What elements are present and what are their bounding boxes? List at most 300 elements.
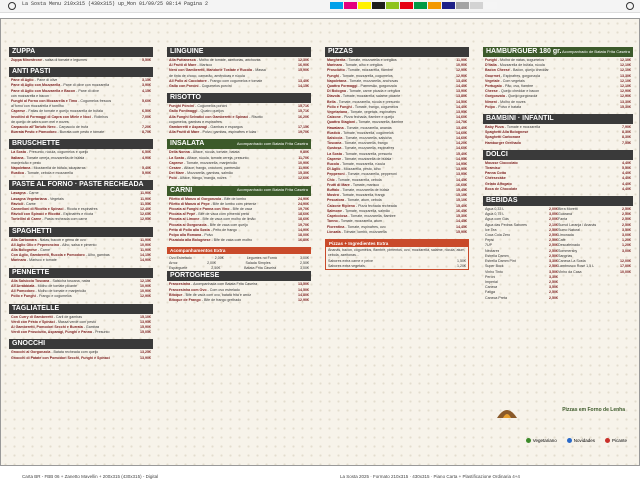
item-description: - Tomate, mozzarella, frango bbox=[338, 193, 386, 198]
drink-price: 2,50€ bbox=[622, 212, 631, 217]
item-description: - Tomate, mozzarella, salmão bbox=[341, 208, 390, 213]
item-title: Gelato Affogato bbox=[485, 181, 512, 186]
side-price: 2,00€ bbox=[214, 256, 224, 261]
item-description: - Tomate, mozzarella, salsicha bbox=[342, 136, 392, 141]
item-title: Pane di Aglio bbox=[11, 78, 34, 83]
item-title: Ai Frutti di Mare bbox=[169, 63, 197, 68]
item-price: 5,40€ bbox=[142, 166, 151, 171]
section-title: PIZZAS bbox=[328, 48, 353, 55]
item-list bbox=[9, 149, 153, 177]
item-description: - Polvo bbox=[201, 233, 214, 238]
item-description: - Tomate, mozzarella, presunto bbox=[341, 151, 393, 156]
drink-price: 2,50€ bbox=[549, 243, 558, 248]
item-price: 5,90€ bbox=[142, 171, 151, 176]
item-price: 19,70€ bbox=[298, 222, 309, 227]
item-description: - Bife de vaca com queijo bbox=[206, 222, 248, 227]
item-description: - Burrata com pesto e tomate bbox=[56, 130, 105, 135]
item-price: 15,71€ bbox=[298, 109, 309, 114]
item-price: 13,30€ bbox=[620, 99, 631, 104]
item-title: Piccata ai Funghi e Panna con Vino bbox=[169, 207, 230, 212]
drink-price: 2,50€ bbox=[622, 217, 631, 222]
item-price: 9,80€ bbox=[300, 150, 309, 155]
item-list bbox=[483, 124, 633, 147]
item-description: - Tomate, vegetais, espinafres bbox=[347, 110, 397, 115]
legend-spicy bbox=[605, 438, 627, 443]
item-title: Spaghetti Alla Bolognese bbox=[485, 130, 529, 135]
item-title: Baby Pizza bbox=[485, 125, 504, 130]
item-description: - Tomate, mozzarella, fiambre bbox=[347, 214, 396, 219]
item-title: Polo bbox=[169, 176, 177, 181]
section-title: GNOCCHI bbox=[12, 340, 46, 348]
drink-name: Imperial bbox=[485, 279, 498, 284]
item-title: Bitoque de Frango bbox=[169, 298, 201, 303]
item-description: - Tomate, mozzarella e orégãos bbox=[345, 58, 397, 62]
item-title: Italiana bbox=[11, 155, 24, 160]
item-description: manjericão e pesto bbox=[11, 160, 42, 165]
item-title: Pollo e Funghi bbox=[327, 104, 352, 109]
item-title: Buffalo bbox=[327, 188, 340, 193]
item-price: 19,70€ bbox=[298, 130, 309, 135]
item-price: 3,90€ bbox=[142, 83, 151, 88]
drink-price: 3,00€ bbox=[622, 233, 631, 238]
item-description: de tinta de choco, camarão, amêndoas e rúcula bbox=[169, 73, 245, 78]
item-price: 13,40€ bbox=[456, 125, 467, 130]
drink-price: 2,50€ bbox=[549, 238, 558, 243]
section-header bbox=[167, 93, 311, 103]
item-description: - Tomate, mozzarella, pepperoni bbox=[344, 172, 397, 177]
drink-price: 2,00€ bbox=[549, 217, 558, 222]
drink-name: Água com Gás bbox=[485, 217, 509, 222]
item-list bbox=[167, 57, 311, 90]
drink-price: 3,30€ bbox=[549, 259, 558, 264]
item-price: 8,30€ bbox=[622, 135, 631, 140]
section-header bbox=[9, 268, 153, 278]
menu-item bbox=[11, 330, 151, 335]
item-description: - salsa di tomate e legumes bbox=[41, 58, 87, 62]
menu-section bbox=[325, 47, 469, 236]
item-title: Gamberetti e Asparagi bbox=[169, 125, 208, 130]
item-price: 12,10€ bbox=[620, 78, 631, 83]
item-title: Piccata ai Gorgonzola bbox=[169, 222, 207, 227]
item-title: Dei Mare bbox=[169, 171, 184, 176]
item-description: - Bacon, queijo cheddar bbox=[509, 68, 549, 73]
item-title: Nero con Gamberetti, Mandorle Tostate e Rucola bbox=[169, 68, 253, 73]
item-title: Alla Bolognese bbox=[11, 248, 37, 253]
drink-name: Sumo Natural bbox=[558, 227, 580, 232]
item-description: - Cogumelos porcini bbox=[194, 104, 228, 109]
item-name bbox=[11, 356, 110, 361]
item-title: Vegetale bbox=[485, 78, 500, 83]
item-description: - Bife de lombo bbox=[221, 196, 247, 201]
item-price: 14,60€ bbox=[456, 136, 467, 141]
drink-price: 2,50€ bbox=[549, 290, 558, 295]
section-header bbox=[483, 150, 633, 160]
item-description: - Acompanhada com Batata Frita Caseira bbox=[190, 282, 258, 287]
item-title: Nimeni bbox=[485, 99, 497, 104]
item-title: Bella bbox=[327, 99, 336, 104]
item-description: al forno con mozzarella e tomilho bbox=[11, 104, 64, 109]
item-price: 12,90€ bbox=[140, 294, 151, 299]
section-header bbox=[325, 47, 469, 57]
item-title: Panna Cotta bbox=[485, 171, 506, 176]
item-price: 13,25€ bbox=[140, 350, 151, 355]
item-description: - Pasta recheada com carne bbox=[41, 217, 88, 222]
side-name: Arroz bbox=[169, 261, 178, 266]
item-price: 14,20€ bbox=[456, 141, 467, 146]
drink-name: Sangrias bbox=[558, 253, 573, 258]
item-price: 4,40€ bbox=[622, 176, 631, 181]
color-swatch bbox=[442, 2, 455, 9]
section-header bbox=[9, 139, 153, 149]
item-title: Pizzaiola alla Bolognese bbox=[169, 238, 211, 243]
item-title: All Pomodoro bbox=[11, 289, 35, 294]
drink-price: 3,50€ bbox=[549, 285, 558, 290]
item-description: - Tomate, cebola e mozzarella bbox=[23, 171, 73, 176]
menu-section bbox=[9, 227, 153, 265]
drink-name: Birra Moretti bbox=[558, 207, 578, 212]
drink-price: 3,50€ bbox=[622, 227, 631, 232]
menu-column-1 bbox=[9, 47, 153, 365]
section-title: TAGLIATELLE bbox=[12, 304, 60, 312]
item-list bbox=[483, 57, 633, 111]
item-description: - Tomate, alho e orégãos bbox=[341, 63, 383, 68]
sides-title: Acompanhamentos Extra bbox=[167, 247, 311, 254]
item-price: 13,80€ bbox=[456, 94, 467, 99]
item-price: 11,90€ bbox=[140, 248, 151, 253]
item-description: - Pane di olive bbox=[33, 78, 58, 83]
item-name bbox=[11, 330, 110, 335]
item-price: 24,90€ bbox=[298, 196, 309, 201]
item-price: 6,50€ bbox=[142, 109, 151, 114]
item-title: Polpo alla Romana bbox=[169, 233, 202, 238]
item-price: 13,90€ bbox=[456, 167, 467, 172]
item-price: 10,90€ bbox=[140, 242, 151, 247]
menu-item bbox=[11, 130, 151, 135]
item-name bbox=[169, 130, 256, 135]
item-description: de queijo de cabra com mel e nozes bbox=[11, 119, 69, 124]
item-title: Diavola bbox=[327, 94, 340, 99]
drink-price: 12,00€ bbox=[620, 259, 631, 264]
item-description: - Cogumelos frescos bbox=[77, 99, 112, 104]
section-header bbox=[483, 114, 633, 124]
drink-price: 2,50€ bbox=[549, 264, 558, 269]
item-price: 8,30€ bbox=[622, 130, 631, 135]
drink-price: 2,50€ bbox=[549, 233, 558, 238]
print-header-bar bbox=[0, 0, 640, 13]
drink-price: 2,50€ bbox=[549, 248, 558, 253]
section-title: HAMBURGUER 180 gr. bbox=[486, 48, 562, 55]
drink-name: Fanta bbox=[558, 217, 568, 222]
item-title: Con Aglio, Gamberetti, Rucola e Pomodoro bbox=[11, 253, 85, 258]
item-description: - Bife de frango grelhado bbox=[200, 298, 242, 303]
menu-section bbox=[167, 271, 311, 304]
item-description: - Alface, rúcula, tomate, batata bbox=[189, 150, 240, 155]
item-price: 15,30€ bbox=[456, 214, 467, 219]
menu-section bbox=[9, 339, 153, 361]
item-price: 12,65€ bbox=[140, 212, 151, 217]
item-description: - Tomate, mozzarella, cogumelos bbox=[339, 130, 394, 135]
drink-price: 2,00€ bbox=[549, 207, 558, 212]
drink-name: Super Bock bbox=[485, 264, 504, 269]
item-description: - Tomate, marisco bbox=[349, 182, 380, 187]
item-name bbox=[485, 141, 521, 146]
item-description: - Rolinhos bbox=[90, 114, 109, 119]
item-price: 15,10€ bbox=[456, 193, 467, 198]
item-price: 15,71€ bbox=[298, 104, 309, 109]
item-description: - Gambas e espargos bbox=[207, 125, 243, 130]
drink-price: 2,50€ bbox=[622, 222, 631, 227]
item-title: Salsiccia bbox=[327, 136, 343, 141]
item-name bbox=[327, 230, 387, 235]
footer-left-label: Carta BR - FBB 06 + Zanetto Mavellin + 200x315 (430x315) - Digital bbox=[22, 474, 159, 479]
drink-name: Limonada bbox=[558, 233, 574, 238]
item-price: 16,60€ bbox=[456, 182, 467, 187]
side-price: 2,50€ bbox=[299, 261, 309, 266]
item-title: Lonzata bbox=[327, 229, 341, 234]
item-title: Involtini di Formaggi di Capra con Miele e Noci bbox=[11, 114, 91, 119]
item-list bbox=[9, 190, 153, 223]
item-price: 11,90€ bbox=[140, 191, 151, 196]
menu-item bbox=[11, 294, 151, 299]
item-description: - Batata recheada com queijo bbox=[50, 350, 99, 355]
item-description: - Tomate, mozzarella, fiambre bbox=[355, 120, 404, 125]
item-title: Gnocchi al Gorgonzola bbox=[11, 350, 51, 355]
item-description: - Com ovo estrelado bbox=[206, 287, 240, 292]
item-name bbox=[169, 298, 241, 303]
menu-section bbox=[483, 114, 633, 147]
item-description: - Salsicha toscana, natas bbox=[49, 278, 91, 283]
item-title: Gustosa bbox=[327, 146, 342, 151]
item-title: All Pollo al Cacciatore bbox=[169, 78, 207, 83]
item-title: Zuppa Minestrone bbox=[11, 58, 42, 62]
item-description: - Peito de frango bbox=[209, 227, 238, 232]
item-price: 14,60€ bbox=[456, 115, 467, 120]
item-price: 16,45€ bbox=[456, 208, 467, 213]
drink-name: Fatiga bbox=[485, 290, 495, 295]
item-name bbox=[11, 58, 87, 63]
item-title: Alla Carbonara bbox=[11, 237, 37, 242]
item-title: Margherita bbox=[327, 58, 346, 62]
item-description: - Tomate, frango, cogumelos bbox=[351, 104, 399, 109]
item-list bbox=[483, 160, 633, 193]
drink-price: 2,50€ bbox=[622, 207, 631, 212]
drink-name: Guaraná bbox=[558, 212, 572, 217]
section-title: CARNI bbox=[170, 186, 193, 194]
item-description: - Bife de vaca com pimenta preta bbox=[195, 212, 249, 217]
item-description: - Bife de vaca bbox=[229, 207, 253, 212]
item-description: - Pizza fechada, fiambre e queijo bbox=[340, 115, 395, 120]
item-description: - Frango com cogumelos e tomate bbox=[206, 78, 263, 83]
legend-vegetarian-label: Vegetariano bbox=[532, 437, 557, 443]
section-header bbox=[9, 180, 153, 190]
item-description: - Tomate cereja, mozzarella de búfala bbox=[23, 155, 85, 160]
item-description: - Tomate, mozzarella, rúcula bbox=[338, 162, 386, 167]
item-description: - Tomate, atum, cebola bbox=[344, 198, 382, 203]
item-price: 15,45€ bbox=[456, 188, 467, 193]
item-price: 11,90€ bbox=[298, 166, 309, 171]
item-description: - Com vegetais bbox=[499, 78, 525, 83]
item-description: - Tomate e mozzarella bbox=[503, 125, 541, 130]
item-price: 16,20€ bbox=[298, 114, 309, 119]
item-price: 14,60€ bbox=[456, 146, 467, 151]
item-price: 12,90€ bbox=[456, 68, 467, 73]
item-title: Filetto di Manzo al Gorgonzola bbox=[169, 196, 222, 201]
item-title: Marinara bbox=[11, 258, 26, 263]
extras-box bbox=[325, 239, 469, 270]
item-price: 12,90€ bbox=[620, 94, 631, 99]
menu-item bbox=[169, 238, 309, 243]
item-description: - Vegetais bbox=[46, 196, 64, 201]
item-title: Bitoque bbox=[169, 292, 183, 297]
drink-name: Lambrusco Rosé 1,5 L bbox=[558, 264, 595, 269]
item-name bbox=[11, 130, 104, 135]
drink-name: Coca Cola Zero bbox=[485, 233, 511, 238]
item-title: Gnocchi di Patate con Pomodori Secchi, Funghi e Spinaci bbox=[11, 355, 110, 360]
menu-item bbox=[11, 356, 151, 361]
item-title: D'Italia bbox=[485, 63, 497, 68]
drink-price: 2,50€ bbox=[549, 295, 558, 300]
item-title: Mousse Cioccolato bbox=[485, 160, 518, 165]
item-description: - Frango e cogumelos bbox=[35, 294, 72, 299]
legend-vegetarian bbox=[526, 438, 557, 443]
drink-name: Peroni bbox=[485, 274, 496, 279]
item-title: Chic bbox=[327, 177, 335, 182]
item-price: 13,30€ bbox=[620, 73, 631, 78]
item-price: 11,70€ bbox=[298, 155, 309, 160]
item-price: 4,40€ bbox=[622, 181, 631, 186]
item-title: Pepperoni bbox=[327, 172, 345, 177]
side-price: 2,00€ bbox=[207, 261, 217, 266]
item-description: - Molho de tomate picante bbox=[34, 283, 77, 288]
section-title: DOLCI bbox=[486, 150, 508, 158]
item-description: - Marisco e tomate bbox=[25, 258, 57, 263]
item-price: 14,90€ bbox=[140, 258, 151, 263]
item-list bbox=[9, 349, 153, 361]
item-description: - Carne bbox=[22, 201, 36, 206]
item-price: 18,00€ bbox=[298, 233, 309, 238]
side-name: Esparguete bbox=[169, 266, 188, 271]
drinks-column bbox=[485, 207, 558, 301]
item-description: - Molho de nozes bbox=[496, 99, 526, 104]
item-description: - Tomate, mozzarella, espinafres bbox=[341, 146, 395, 151]
item-title: Toscana bbox=[327, 141, 342, 146]
item-description: - Mozzarella de búfala, alcaparras bbox=[30, 166, 86, 171]
extras-price: 1,20€ bbox=[457, 263, 466, 268]
item-title: Francesinha com Ovo bbox=[169, 287, 207, 292]
drink-name: Água das Pedras Sabores bbox=[485, 222, 527, 227]
item-price: 12,95€ bbox=[140, 217, 151, 222]
menu-item bbox=[485, 187, 631, 192]
extras-name: Sabores extra carne e peixe bbox=[328, 258, 373, 263]
item-description: - Carne bbox=[25, 191, 39, 196]
section-header bbox=[167, 47, 311, 57]
extras-name: Sabores extra vegetais bbox=[328, 263, 365, 268]
item-title: All'Arrabbiata bbox=[11, 283, 35, 288]
side-price: 2,50€ bbox=[211, 266, 221, 271]
legend-new bbox=[567, 438, 595, 443]
item-price: 12,10€ bbox=[620, 63, 631, 68]
color-swatches bbox=[330, 2, 498, 9]
drink-price: 17,00€ bbox=[620, 264, 631, 269]
menu-section bbox=[167, 139, 311, 182]
item-title: Burrata Pesto e Pomodoro bbox=[11, 130, 57, 135]
color-swatch bbox=[414, 2, 427, 9]
item-list bbox=[9, 57, 153, 64]
item-description: - Tomate, mozzarella, frango bbox=[341, 141, 388, 146]
item-price: 14,95€ bbox=[456, 162, 467, 167]
item-title: Napoletana bbox=[327, 78, 347, 83]
drinks-section bbox=[483, 196, 633, 302]
item-price: 14,45€ bbox=[456, 177, 467, 182]
section-subtitle: Acompanhado de Batata Frita Caseira bbox=[561, 48, 630, 54]
drink-price: 3,00€ bbox=[549, 212, 558, 217]
drink-price: 10,00€ bbox=[620, 269, 631, 274]
item-description: - Queijo gorgonzola bbox=[504, 94, 538, 99]
item-description: - Tomate, mozzarella, anchovas bbox=[346, 78, 399, 83]
item-name bbox=[485, 105, 521, 110]
item-name bbox=[11, 258, 57, 263]
item-description: - Alho, gambas bbox=[84, 253, 110, 258]
item-price: 14,45€ bbox=[456, 224, 467, 229]
item-description: - Mozzarella, pesto, alho bbox=[340, 167, 381, 172]
extras-price: 1,50€ bbox=[457, 258, 466, 263]
item-title: Cheesecake bbox=[485, 176, 506, 181]
item-price: 14,50€ bbox=[456, 99, 467, 104]
item-price: 7,00€ bbox=[142, 114, 151, 119]
section-header bbox=[167, 186, 311, 196]
color-swatch bbox=[372, 2, 385, 9]
item-price: 11,90€ bbox=[140, 237, 151, 242]
item-description: - Natas, bacon e gema de ovo bbox=[36, 237, 86, 242]
item-list bbox=[9, 237, 153, 265]
item-price: 12,60€ bbox=[298, 176, 309, 181]
item-description: - Tomate, mozzarella, manjericão bbox=[183, 160, 238, 165]
item-list bbox=[167, 281, 311, 304]
menu-item bbox=[169, 298, 309, 303]
item-price: 15,30€ bbox=[298, 171, 309, 176]
item-price: 14,70€ bbox=[456, 120, 467, 125]
menu-section bbox=[9, 304, 153, 337]
item-title: Alla Funghi Selvatici con Gamberetti e Spinaci bbox=[169, 114, 249, 119]
drink-name: Ice Tea bbox=[485, 227, 497, 232]
color-swatch bbox=[456, 2, 469, 9]
leaf-icon bbox=[526, 438, 531, 443]
item-price: 14,95€ bbox=[456, 156, 467, 161]
item-description: cogumelos, gambas e espinafres bbox=[169, 119, 222, 124]
item-price: 4,40€ bbox=[622, 160, 631, 165]
item-title: Gallo Fontinaggi bbox=[169, 109, 198, 114]
item-price: 13,90€ bbox=[140, 355, 151, 360]
menu-section bbox=[167, 186, 311, 245]
item-description: - Tomate, mozzarella, cogumelos bbox=[338, 73, 393, 78]
item-description: - Tomate, mozzarella, salame picante bbox=[339, 94, 401, 99]
item-price: 12,90€ bbox=[298, 298, 309, 303]
item-title: Verdi con Pesto e Spinaci bbox=[11, 319, 55, 324]
item-description: - Molho de tomate, azeitonas, anchovas bbox=[195, 58, 261, 62]
item-list bbox=[9, 77, 153, 136]
item-description: - Parmesão, gorgonzola bbox=[357, 84, 397, 89]
item-title: Rustica bbox=[327, 130, 340, 135]
sides-box bbox=[167, 247, 311, 271]
menu-section bbox=[9, 67, 153, 136]
menu-column-4 bbox=[483, 47, 633, 305]
item-name bbox=[11, 171, 73, 176]
item-price: 3,15€ bbox=[142, 78, 151, 83]
item-name bbox=[169, 176, 227, 181]
item-title: Boca de Chocolate bbox=[485, 186, 518, 191]
color-swatch bbox=[358, 2, 371, 9]
item-title: Alla Puttanesca bbox=[169, 58, 196, 62]
